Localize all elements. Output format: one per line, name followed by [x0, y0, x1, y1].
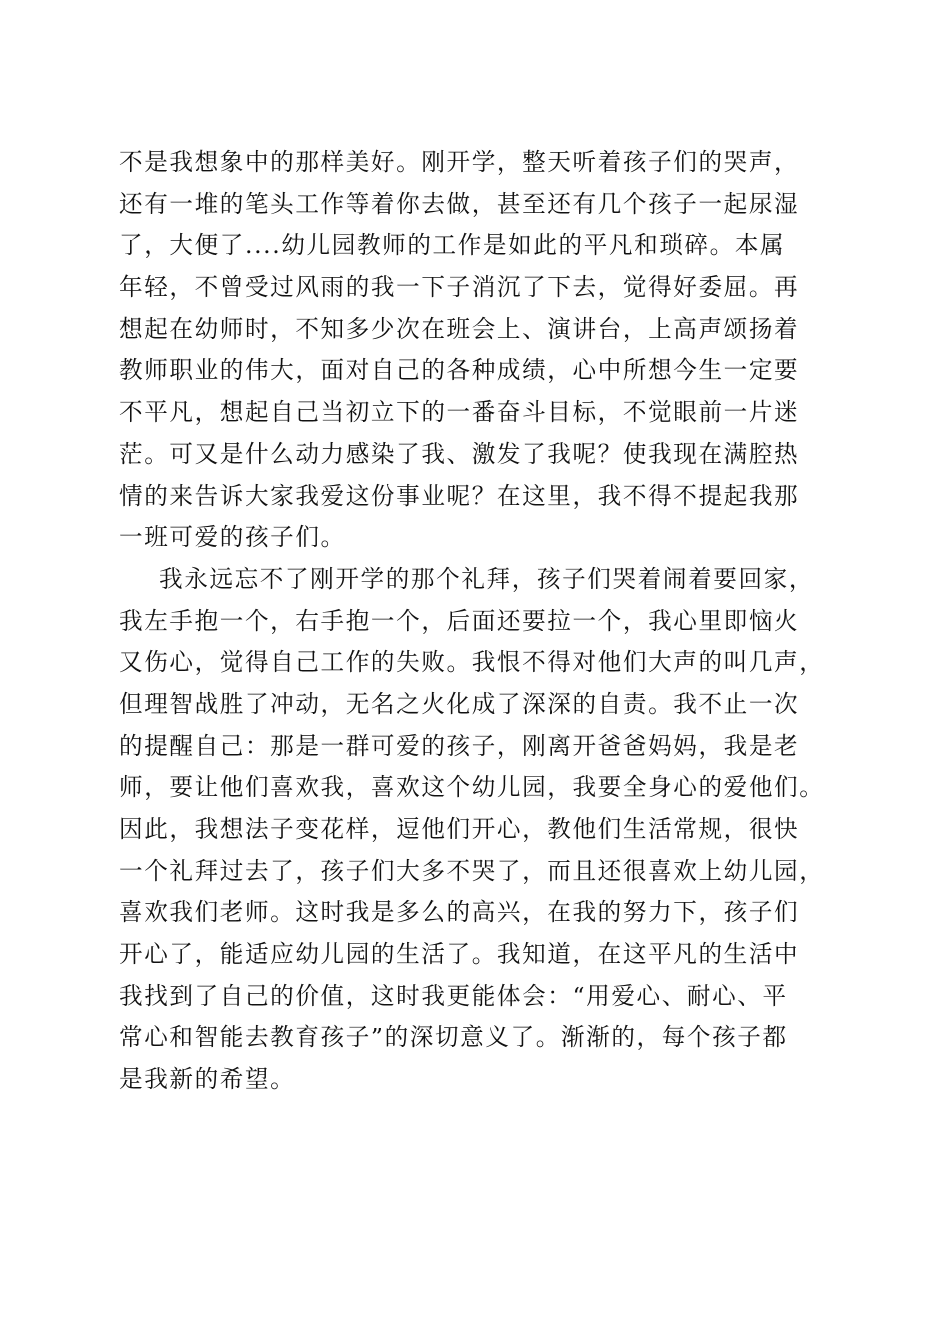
text-line: 教师职业的伟大，面对自己的各种成绩，心中所想今生一定要	[119, 356, 800, 385]
text-line: 但理智战胜了冲动，无名之火化成了深深的自责。我不止一次	[119, 689, 800, 718]
text-line: 是我新的希望。	[119, 1065, 296, 1094]
text-line: 师，要让他们喜欢我，喜欢这个幼儿园，我要全身心的爱他们。	[119, 773, 825, 802]
paragraph-1	[119, 142, 839, 559]
text-line: 喜欢我们老师。这时我是多么的高兴，在我的努力下，孩子们	[119, 898, 800, 927]
body-text	[119, 142, 839, 1101]
text-line: 因此，我想法子变花样，逗他们开心，教他们生活常规，很快	[119, 815, 800, 843]
text-line: 我找到了自己的价值，这时我更能体会：“用爱心、耐心、平	[119, 981, 788, 1010]
text-line: 一个礼拜过去了，孩子们大多不哭了，而且还很喜欢上幼儿园，	[119, 856, 825, 885]
text-line: 茫。可又是什么动力感染了我、激发了我呢？使我现在满腔热	[119, 439, 800, 468]
text-line: 开心了，能适应幼儿园的生活了。我知道，在这平凡的生活中	[119, 940, 800, 969]
text-line: 我永远忘不了刚开学的那个礼拜，孩子们哭着闹着要回家，	[159, 564, 815, 593]
paragraph-2	[119, 559, 839, 1101]
text-line: 还有一堆的笔头工作等着你去做，甚至还有几个孩子一起尿湿	[119, 189, 800, 218]
text-line: 我左手抱一个，右手抱一个，后面还要拉一个，我心里即恼火	[119, 606, 800, 635]
text-line: 的提醒自己：那是一群可爱的孩子，刚离开爸爸妈妈，我是老	[119, 731, 800, 760]
text-line: 年轻，不曾受过风雨的我一下子消沉了下去，觉得好委屈。再	[119, 273, 800, 302]
text-line: 想起在幼师时，不知多少次在班会上、演讲台，上高声颂扬着	[119, 314, 800, 343]
text-line: 又伤心，觉得自己工作的失败。我恨不得对他们大声的叫几声，	[119, 648, 825, 677]
text-line: 一班可爱的孩子们。	[119, 523, 346, 552]
text-line: 常心和智能去教育孩子”的深切意义了。渐渐的，每个孩子都	[119, 1023, 788, 1052]
text-line: 不是我想象中的那样美好。刚开学，整天听着孩子们的哭声，	[119, 148, 800, 176]
text-line: 了，大便了....幼儿园教师的工作是如此的平凡和琐碎。本属	[119, 231, 786, 260]
text-line: 不平凡，想起自己当初立下的一番奋斗目标，不觉眼前一片迷	[119, 398, 800, 427]
text-line: 情的来告诉大家我爱这份事业呢？在这里，我不得不提起我那	[119, 481, 800, 510]
